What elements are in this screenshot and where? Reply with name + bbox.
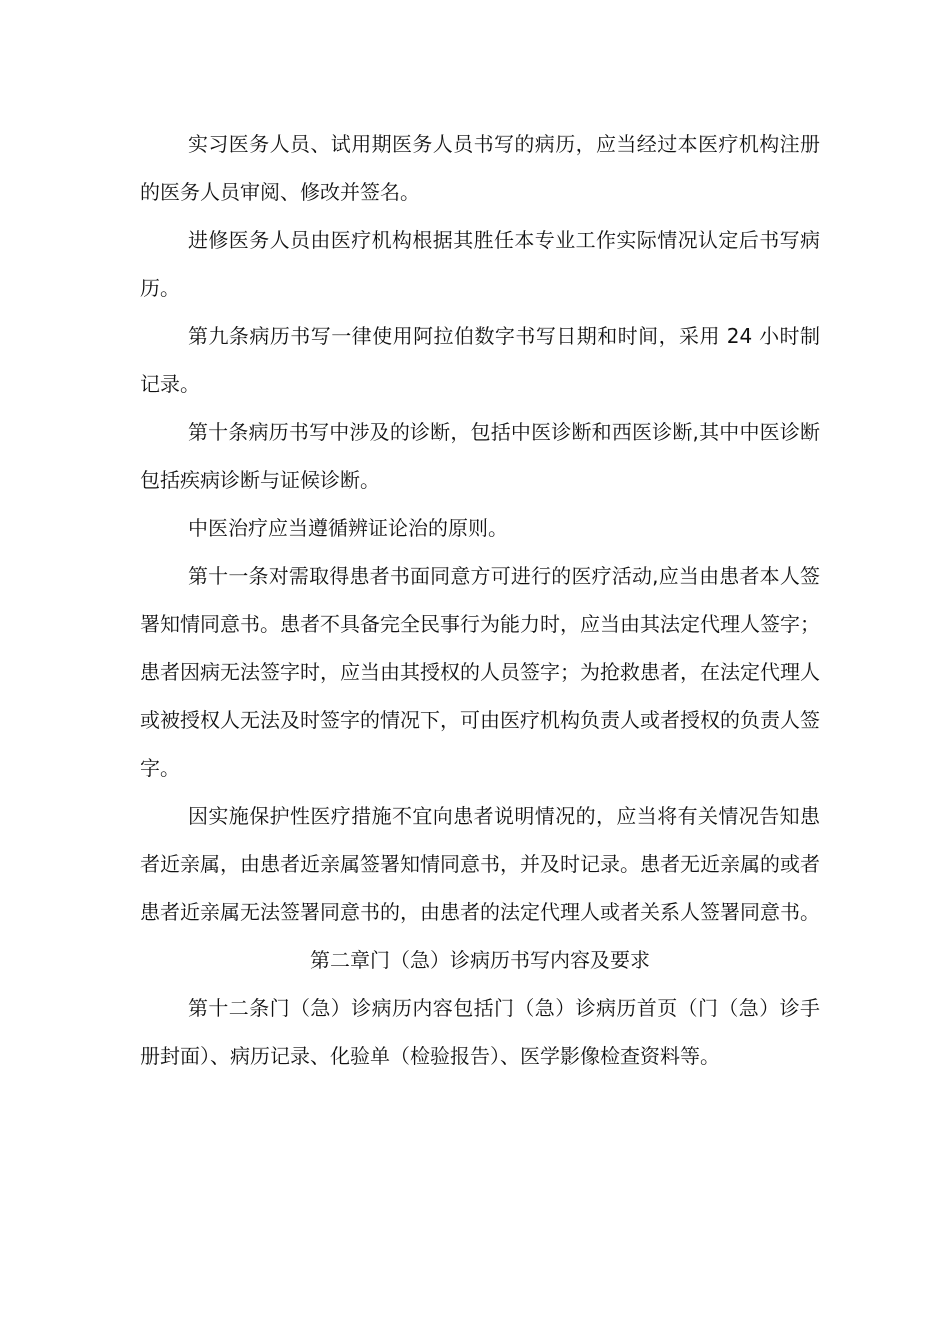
paragraph-tcm-treatment: 中医治疗应当遵循辨证论治的原则。 [188,516,508,540]
paragraph-article-9: 第九条病历书写一律使用阿拉伯数字书写日期和时间，采用 24 小时制记录。 [140,324,820,396]
paragraph-protective-measures: 因实施保护性医疗措施不宜向患者说明情况的，应当将有关情况告知患者近亲属，由患者近亲属签署知情同意书，并及时记录。患者无近亲属的或者患者近亲属无法签署同意书的，由患者的法定代理人或者关系人签署同意书。 [140,804,820,924]
document-body [140,120,820,1080]
paragraph-trainee-records: 进修医务人员由医疗机构根据其胜任本专业工作实际情况认定后书写病历。 [140,228,820,300]
paragraph-article-11: 第十一条对需取得患者书面同意方可进行的医疗活动,应当由患者本人签署知情同意书。患者不具备完全民事行为能力时，应当由其法定代理人签字；患者因病无法签字时，应当由其授权的人员签字；为抢救患者，在法定代理人或被授权人无法及时签字的情况下，可由医疗机构负责人或者授权的负责人签字。 [140,564,820,780]
paragraph-article-12: 第十二条门（急）诊病历内容包括门（急）诊病历首页（门（急）诊手册封面）、病历记录、化验单（检验报告）、医学影像检查资料等。 [140,996,820,1068]
paragraph-intern-records: 实习医务人员、试用期医务人员书写的病历，应当经过本医疗机构注册的医务人员审阅、修改并签名。 [140,132,820,204]
paragraph-article-10: 第十条病历书写中涉及的诊断，包括中医诊断和西医诊断,其中中医诊断包括疾病诊断与证候诊断。 [140,420,820,492]
chapter-heading: 第二章门（急）诊病历书写内容及要求 [310,948,650,972]
